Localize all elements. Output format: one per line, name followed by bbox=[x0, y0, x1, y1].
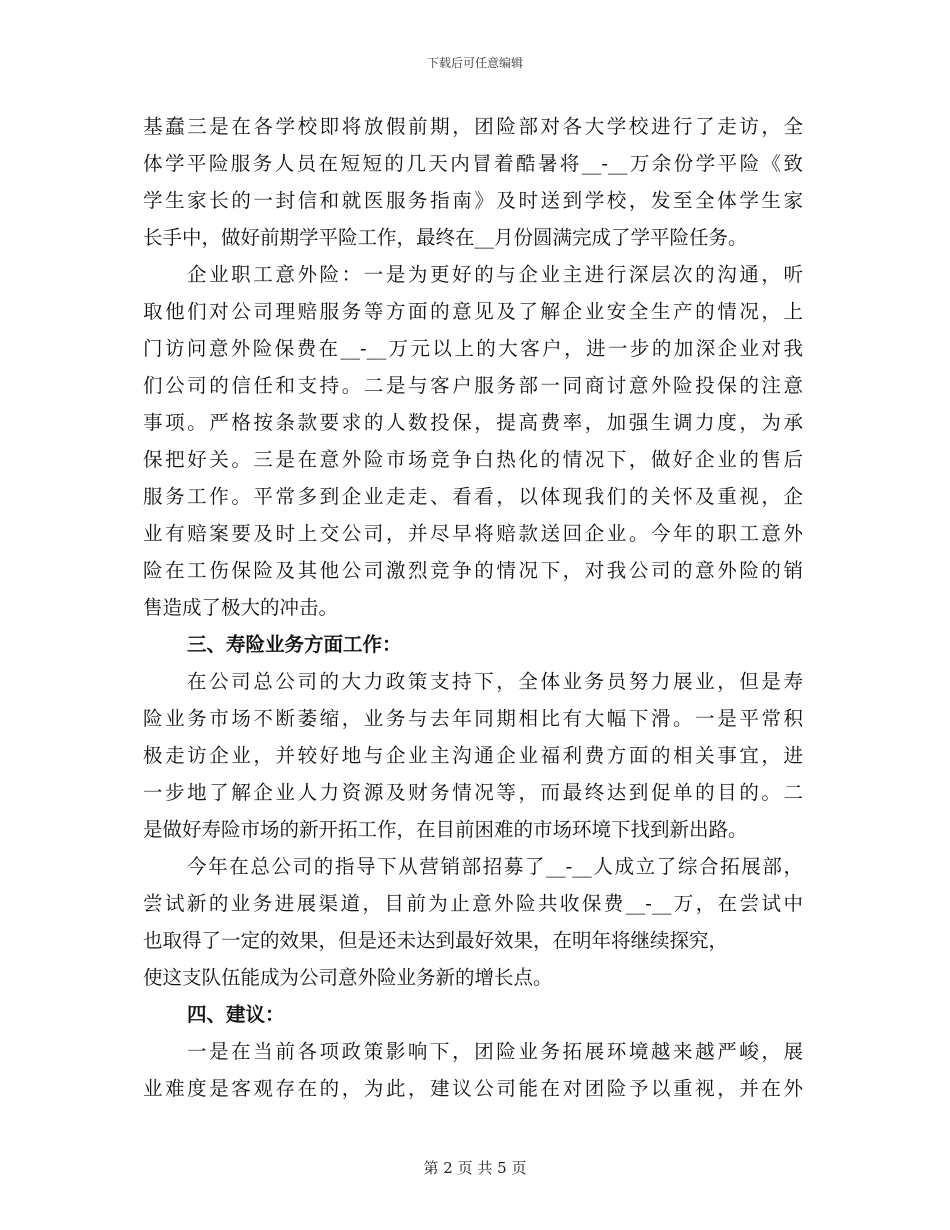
text-line: 尝试新的业务进展渠道，目前为止意外险共收保费__-__万，在尝试中 bbox=[143, 892, 803, 915]
text-line: 险在工伤保险及其他公司激烈竞争的情况下，对我公司的意外险的销 bbox=[143, 559, 803, 582]
text-line: 是做好寿险市场的新开拓工作，在目前困难的市场环境下找到新出路。 bbox=[143, 818, 748, 841]
page-footer: 第 2 页 共 5 页 bbox=[423, 1159, 527, 1177]
text-line: 今年在总公司的指导下从营销部招募了__-__人成立了综合拓展部， bbox=[187, 855, 803, 878]
text-line: 保把好关。三是在意外险市场竞争白热化的情况下，做好企业的售后 bbox=[143, 448, 803, 471]
text-line: 基蠢三是在各学校即将放假前期，团险部对各大学校进行了走访，全 bbox=[143, 115, 803, 138]
text-line: 一是在当前各项政策影响下，团险业务拓展环境越来越严峻，展 bbox=[187, 1040, 803, 1063]
text-line: 使这支队伍能成为公司意外险业务新的增长点。 bbox=[143, 966, 553, 989]
section-heading: 三、寿险业务方面工作： bbox=[187, 633, 402, 656]
text-line: 极走访企业，并较好地与企业主沟通企业福利费方面的相关事宜，进 bbox=[143, 744, 803, 767]
text-line: 企业职工意外险：一是为更好的与企业主进行深层次的沟通，听 bbox=[187, 263, 803, 286]
text-line: 门访问意外险保费在__-__万元以上的大客户，进一步的加深企业对我 bbox=[143, 337, 803, 360]
text-line: 也取得了一定的效果，但是还未达到最好效果，在明年将继续探究， bbox=[143, 929, 729, 952]
text-line: 体学平险服务人员在短短的几天内冒着酷暑将__-__万余份学平险《致 bbox=[143, 152, 803, 175]
section-heading: 四、建议： bbox=[187, 1003, 285, 1026]
text-line: 业难度是客观存在的，为此，建议公司能在对团险予以重视，并在外 bbox=[143, 1077, 803, 1100]
page-header: 下载后可任意编辑 bbox=[426, 56, 523, 70]
text-line: 售造成了极大的冲击。 bbox=[143, 596, 339, 619]
text-line: 事项。严格按条款要求的人数投保，提高费率，加强生调力度，为承 bbox=[143, 411, 803, 434]
text-line: 长手中，做好前期学平险工作，最终在__月份圆满完成了学平险任务。 bbox=[143, 226, 748, 249]
text-line: 学生家长的一封信和就医服务指南》及时送到学校，发至全体学生家 bbox=[143, 189, 803, 212]
text-line: 取他们对公司理赔服务等方面的意见及了解企业安全生产的情况，上 bbox=[143, 300, 803, 323]
text-line: 一步地了解企业人力资源及财务情况等，而最终达到促单的目的。二 bbox=[143, 781, 803, 804]
text-line: 们公司的信任和支持。二是与客户服务部一同商讨意外险投保的注意 bbox=[143, 374, 803, 397]
text-line: 服务工作。平常多到企业走走、看看，以体现我们的关怀及重视，企 bbox=[143, 485, 803, 508]
text-line: 业有赔案要及时上交公司，并尽早将赔款送回企业。今年的职工意外 bbox=[143, 522, 803, 545]
document-body bbox=[143, 108, 803, 1107]
text-line: 险业务市场不断萎缩，业务与去年同期相比有大幅下滑。一是平常积 bbox=[143, 707, 803, 730]
text-line: 在公司总公司的大力政策支持下，全体业务员努力展业，但是寿 bbox=[187, 670, 803, 693]
